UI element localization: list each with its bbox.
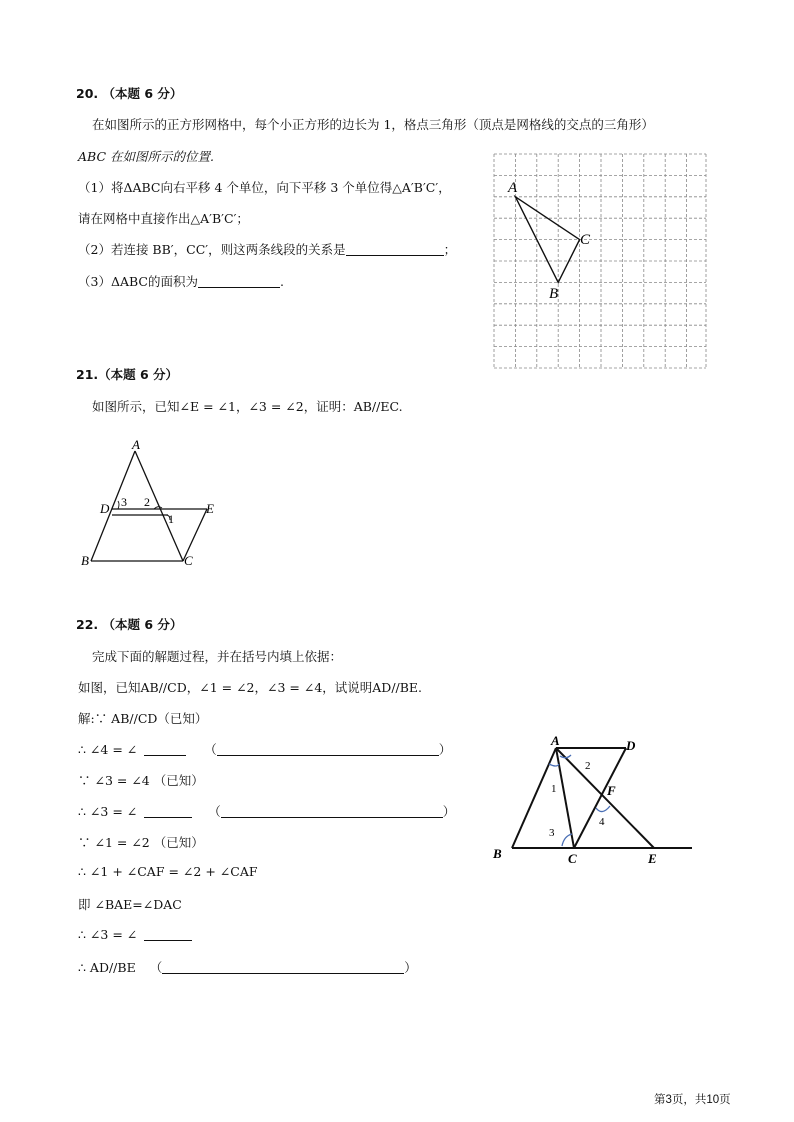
q22-angle-3-arc — [562, 834, 572, 846]
q20-part2-end: ； — [443, 242, 457, 257]
q20-part2-text: （2）若连接 BB′，CC′，则这两条线段的关系是 — [78, 242, 346, 257]
q22-line9 — [78, 958, 417, 976]
fig22-label-a: A — [551, 733, 560, 748]
fig22-angle-2: 2 — [585, 760, 591, 772]
grid-label-c: C — [580, 232, 591, 248]
fig22-angle-3: 3 — [549, 827, 555, 839]
q22-line4-paren-close: ） — [442, 804, 456, 819]
q22-line4-paren-open: （ — [208, 804, 221, 819]
q22-angle-4-arc — [596, 806, 610, 812]
fig21-label-d: D — [100, 501, 110, 516]
q20-part3-text: （3）ΔABC的面积为 — [78, 274, 198, 289]
q22-line6: ∴ ∠1 + ∠CAF = ∠2 + ∠CAF — [78, 864, 258, 879]
q22-line4-text: ∴ ∠3 = ∠ — [78, 804, 138, 819]
q20-part3-answer-blank[interactable] — [198, 275, 280, 288]
q20-part3 — [78, 272, 284, 290]
q22-heading: 22. （本题 6 分） — [76, 617, 183, 632]
fig22-label-e: E — [648, 851, 657, 866]
q22-line9-paren-close: ） — [404, 960, 417, 975]
q22-intro: 完成下面的解题过程，并在括号内填上依据： — [92, 649, 343, 664]
q21-heading: 21.（本题 6 分） — [76, 367, 179, 382]
fig21-label-b: B — [81, 553, 89, 568]
q22-line4-blank[interactable] — [144, 805, 192, 818]
q20-intro-line2: ABC 在如图所示的位置. — [78, 149, 214, 164]
q20-grid-lines — [494, 154, 706, 368]
fig22-angle-1: 1 — [551, 783, 557, 795]
q22-line2-text: ∴ ∠4 = ∠ — [78, 742, 138, 757]
q22-line2-blank[interactable] — [144, 743, 186, 756]
fig21-angle-2: 2 — [144, 495, 150, 509]
q22-line2-paren-open: （ — [204, 742, 217, 757]
grid-label-b: B — [549, 286, 559, 302]
fig22-label-b: B — [493, 846, 502, 861]
q22-line9-text: ∴ AD//BE — [78, 960, 136, 975]
q21-text: 如图所示，已知∠E = ∠1，∠3 = ∠2，证明：AB//EC. — [92, 399, 403, 414]
grid-label-a: A — [508, 180, 518, 196]
q22-line2-reason-blank[interactable] — [217, 743, 439, 756]
q22-line8-blank[interactable] — [144, 928, 192, 941]
q20-part1-line2: 请在网格中直接作出△A′B′C′； — [78, 211, 249, 226]
q22-line2-paren-close: ） — [438, 742, 452, 757]
q22-line4-reason-blank[interactable] — [221, 805, 443, 818]
page-number: 第3页，共10页 — [654, 1094, 731, 1106]
q22-line2 — [78, 740, 451, 758]
fig22-label-d: D — [626, 738, 636, 753]
q22-line8 — [78, 927, 192, 942]
fig21-label-e: E — [206, 501, 214, 516]
q22-line9-reason-blank[interactable] — [162, 961, 404, 974]
fig21-angle-3: 3 — [121, 495, 127, 509]
q22-line1: 解:∵ AB//CD（已知） — [78, 711, 208, 726]
q22-figure — [488, 732, 698, 868]
fig21-label-c: C — [184, 553, 193, 568]
q20-part2-answer-blank[interactable] — [346, 243, 444, 256]
q20-part2 — [78, 240, 456, 258]
q22-line3: ∵ ∠3 = ∠4 （已知） — [78, 773, 204, 788]
fig21-angle-1: 1 — [168, 512, 174, 526]
fig21-label-a: A — [132, 437, 140, 452]
q22-angle-1-arc — [549, 764, 559, 766]
q22-given: 如图，已知AB//CD，∠1 = ∠2，∠3 = ∠4，试说明AD//BE. — [78, 680, 423, 695]
fig22-label-f: F — [607, 783, 616, 798]
fig22-angle-4: 4 — [599, 816, 605, 828]
q20-heading: 20. （本题 6 分） — [76, 86, 183, 101]
q20-part1-line1: （1）将ΔABC向右平移 4 个单位，向下平移 3 个单位得△A′B′C′， — [78, 180, 451, 195]
q22-line7: 即 ∠BAE=∠DAC — [78, 897, 182, 912]
q21-figure — [78, 437, 228, 573]
fig22-label-c: C — [568, 851, 577, 866]
q20-intro-line1: 在如图所示的正方形网格中，每个小正方形的边长为 1，格点三角形（顶点是网格线的交点的三角形） — [92, 117, 654, 132]
q20-grid-figure[interactable] — [490, 150, 710, 372]
q22-line5: ∵ ∠1 = ∠2 （已知） — [78, 835, 204, 850]
angle-3-arc — [118, 501, 119, 509]
q22-line4 — [78, 802, 455, 820]
q22-line8-text: ∴ ∠3 = ∠ — [78, 927, 138, 942]
q22-line9-paren-open: （ — [149, 960, 163, 975]
q20-part3-end: . — [280, 274, 284, 289]
